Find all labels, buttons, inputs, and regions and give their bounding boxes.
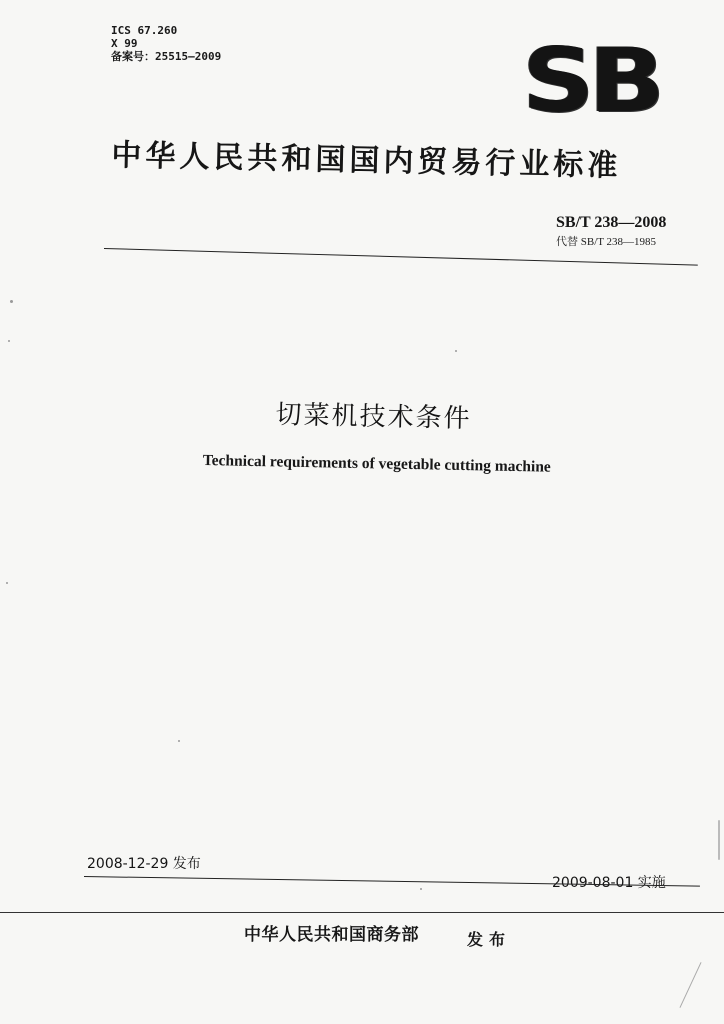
publisher-name: 中华人民共和国商务部	[244, 925, 419, 945]
filing-number: 备案号：25515—2009	[111, 50, 222, 63]
implementation-date: 2009-08-01 实施	[552, 875, 666, 891]
top-divider	[104, 248, 698, 266]
standard-number-text: SB/T 238—2008	[556, 214, 667, 231]
issue-date: 2008-12-29 发布	[87, 856, 201, 872]
document-title-en: Technical requirements of vegetable cutting machine	[202, 452, 551, 476]
scan-speck	[8, 340, 10, 342]
scan-speck	[178, 740, 180, 742]
scan-speck	[6, 582, 8, 584]
category-code: X 99	[111, 37, 138, 50]
replaces-standard: 代替 SB/T 238—1985	[556, 236, 657, 248]
scan-edge-mark	[718, 820, 720, 860]
scan-speck	[420, 888, 422, 890]
authority-title: 中华人民共和国国内贸易行业标准	[111, 137, 622, 184]
footer-divider	[0, 912, 724, 913]
sb-logo: SB	[522, 29, 659, 133]
scan-edge-mark	[679, 962, 701, 1008]
classification-block	[111, 24, 221, 63]
scan-speck	[10, 300, 13, 303]
ics-code: ICS 67.260	[111, 24, 178, 37]
scan-speck	[455, 350, 457, 352]
document-title-zh: 切菜机技术条件	[275, 399, 472, 435]
publish-label: 发布	[467, 930, 512, 949]
standard-number	[556, 214, 666, 232]
